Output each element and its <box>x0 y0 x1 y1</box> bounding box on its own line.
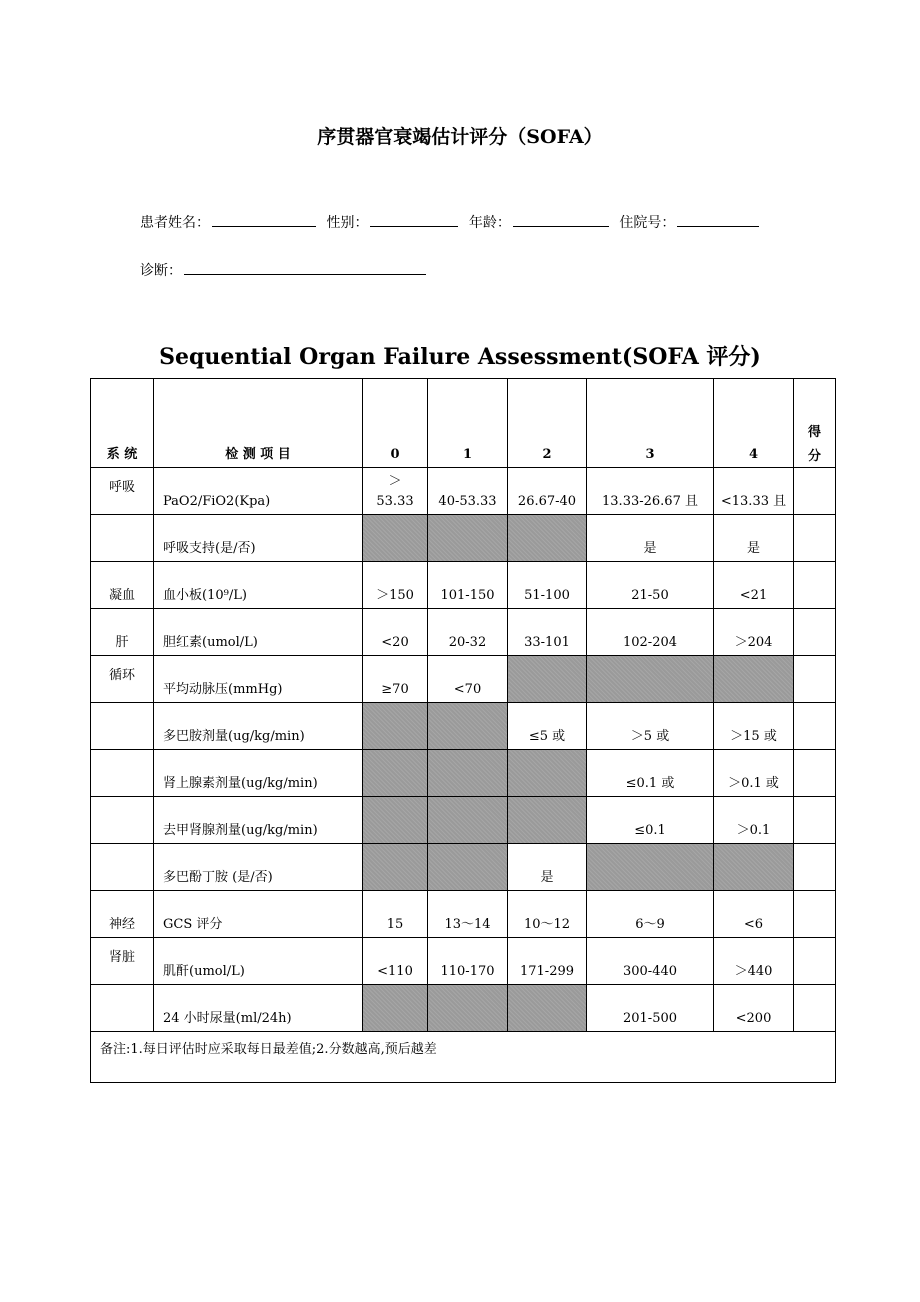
score-4-cell: 是 <box>714 515 794 562</box>
item-cell: PaO2/FiO2(Kpa) <box>154 468 363 515</box>
header-score-1: 1 <box>428 379 508 468</box>
score-3-cell: ＞5 或 <box>587 703 714 750</box>
total-score-cell[interactable] <box>794 515 836 562</box>
shaded-cell <box>363 985 428 1032</box>
system-cell <box>91 797 154 844</box>
system-cell: 神经 <box>91 891 154 938</box>
system-cell <box>91 750 154 797</box>
item-cell: 血小板(10⁹/L) <box>154 562 363 609</box>
score-3-cell: ≤0.1 或 <box>587 750 714 797</box>
patient-name-field[interactable] <box>212 212 316 227</box>
total-score-cell[interactable] <box>794 750 836 797</box>
table-title: Sequential Organ Failure Assessment(SOFA 评分) <box>159 344 761 370</box>
total-score-cell[interactable] <box>794 844 836 891</box>
score-3-cell: 300-440 <box>587 938 714 985</box>
page-title: 序贯器官衰竭估计评分（SOFA） <box>317 126 603 148</box>
score-4-cell: ＞15 或 <box>714 703 794 750</box>
score-0-cell: 15 <box>363 891 428 938</box>
shaded-cell <box>428 797 508 844</box>
patient-info-line <box>140 212 765 232</box>
item-cell: 24 小时尿量(ml/24h) <box>154 985 363 1032</box>
table-row <box>91 985 836 1032</box>
score-1-cell: 13～14 <box>428 891 508 938</box>
score-3-cell: 6～9 <box>587 891 714 938</box>
total-score-cell[interactable] <box>794 985 836 1032</box>
shaded-cell <box>508 985 587 1032</box>
shaded-cell <box>508 515 587 562</box>
total-score-cell[interactable] <box>794 797 836 844</box>
shaded-cell <box>363 515 428 562</box>
admission-number-label: 住院号： <box>619 215 676 231</box>
table-row <box>91 656 836 703</box>
shaded-cell <box>508 797 587 844</box>
item-cell: GCS 评分 <box>154 891 363 938</box>
score-4-cell: <13.33 且 <box>714 468 794 515</box>
table-row <box>91 797 836 844</box>
system-cell <box>91 703 154 750</box>
shaded-cell <box>508 656 587 703</box>
header-item: 检 测 项 目 <box>154 379 363 468</box>
shaded-cell <box>428 985 508 1032</box>
shaded-cell <box>363 750 428 797</box>
table-row <box>91 938 836 985</box>
item-cell: 肾上腺素剂量(ug/kg/min) <box>154 750 363 797</box>
item-cell: 多巴酚丁胺 (是/否) <box>154 844 363 891</box>
total-score-cell[interactable] <box>794 468 836 515</box>
header-score-3: 3 <box>587 379 714 468</box>
table-row <box>91 703 836 750</box>
gender-field[interactable] <box>370 212 458 227</box>
score-2-cell: 33-101 <box>508 609 587 656</box>
total-score-cell[interactable] <box>794 609 836 656</box>
gender-label: 性别： <box>326 215 369 231</box>
score-4-cell: <21 <box>714 562 794 609</box>
score-1-cell: 110-170 <box>428 938 508 985</box>
score-3-cell: 13.33-26.67 且 <box>587 468 714 515</box>
system-cell <box>91 844 154 891</box>
score-3-cell: 21-50 <box>587 562 714 609</box>
item-cell: 胆红素(umol/L) <box>154 609 363 656</box>
score-1-cell: 101-150 <box>428 562 508 609</box>
table-row <box>91 468 836 515</box>
table-row <box>91 891 836 938</box>
system-cell: 肾脏 <box>91 938 154 985</box>
diagnosis-field[interactable] <box>184 260 426 275</box>
header-score-0: 0 <box>363 379 428 468</box>
score-2-cell: 26.67-40 <box>508 468 587 515</box>
score-3-cell: 102-204 <box>587 609 714 656</box>
diagnosis-label: 诊断： <box>140 263 182 279</box>
table-header-row <box>91 379 836 468</box>
age-label: 年龄： <box>468 215 511 231</box>
score-1-cell: 20-32 <box>428 609 508 656</box>
header-score-4: 4 <box>714 379 794 468</box>
total-score-cell[interactable] <box>794 703 836 750</box>
item-cell: 平均动脉压(mmHg) <box>154 656 363 703</box>
system-cell: 肝 <box>91 609 154 656</box>
table-row <box>91 609 836 656</box>
score-4-cell: ＞440 <box>714 938 794 985</box>
score-4-cell: <6 <box>714 891 794 938</box>
header-score-char-1: 得 <box>807 425 821 440</box>
shaded-cell <box>714 656 794 703</box>
table-row <box>91 562 836 609</box>
note-cell <box>91 1032 836 1083</box>
diagnosis-line <box>140 260 432 280</box>
header-score-char-2: 分 <box>807 449 821 464</box>
total-score-cell[interactable] <box>794 656 836 703</box>
score-3-cell: 是 <box>587 515 714 562</box>
age-field[interactable] <box>513 212 609 227</box>
score-4-cell: ＞0.1 <box>714 797 794 844</box>
header-system: 系 统 <box>91 379 154 468</box>
table-row <box>91 844 836 891</box>
system-cell: 呼吸 <box>91 468 154 515</box>
score-2-cell: 51-100 <box>508 562 587 609</box>
item-cell: 肌酐(umol/L) <box>154 938 363 985</box>
shaded-cell <box>508 750 587 797</box>
score-3-cell: ≤0.1 <box>587 797 714 844</box>
total-score-cell[interactable] <box>794 891 836 938</box>
system-cell <box>91 515 154 562</box>
table-row <box>91 515 836 562</box>
score-0-cell: ＞150 <box>363 562 428 609</box>
shaded-cell <box>363 797 428 844</box>
score-4-cell: ＞0.1 或 <box>714 750 794 797</box>
item-cell: 去甲肾腺剂量(ug/kg/min) <box>154 797 363 844</box>
total-score-cell[interactable] <box>794 562 836 609</box>
header-score-2: 2 <box>508 379 587 468</box>
item-cell: 呼吸支持(是/否) <box>154 515 363 562</box>
shaded-cell <box>428 703 508 750</box>
shaded-cell <box>428 844 508 891</box>
shaded-cell <box>714 844 794 891</box>
system-cell <box>91 985 154 1032</box>
shaded-cell <box>363 844 428 891</box>
table-note-row <box>91 1032 836 1083</box>
table-row <box>91 750 836 797</box>
system-cell: 凝血 <box>91 562 154 609</box>
shaded-cell <box>363 703 428 750</box>
total-score-cell[interactable] <box>794 938 836 985</box>
shaded-cell <box>428 750 508 797</box>
system-cell: 循环 <box>91 656 154 703</box>
score-0-cell: <20 <box>363 609 428 656</box>
score-0-cell: ＞ 53.33 <box>363 468 428 515</box>
score-3-cell: 201-500 <box>587 985 714 1032</box>
shaded-cell <box>428 515 508 562</box>
score-2-cell: ≤5 或 <box>508 703 587 750</box>
score-1-cell: <70 <box>428 656 508 703</box>
score-4-cell: ＞204 <box>714 609 794 656</box>
score-0-cell: ≥70 <box>363 656 428 703</box>
score-2-cell: 171-299 <box>508 938 587 985</box>
patient-name-label: 患者姓名： <box>140 215 210 231</box>
score-4-cell: <200 <box>714 985 794 1032</box>
sofa-table <box>90 378 836 1083</box>
shaded-cell <box>587 844 714 891</box>
score-2-cell: 是 <box>508 844 587 891</box>
score-2-cell: 10～12 <box>508 891 587 938</box>
score-0-cell: <110 <box>363 938 428 985</box>
score-1-cell: 40-53.33 <box>428 468 508 515</box>
shaded-cell <box>587 656 714 703</box>
admission-number-field[interactable] <box>677 212 759 227</box>
table-note: 备注:1.每日评估时应采取每日最差值;2.分数越高,预后越差 <box>100 1042 437 1057</box>
header-total-score <box>794 379 836 468</box>
item-cell: 多巴胺剂量(ug/kg/min) <box>154 703 363 750</box>
